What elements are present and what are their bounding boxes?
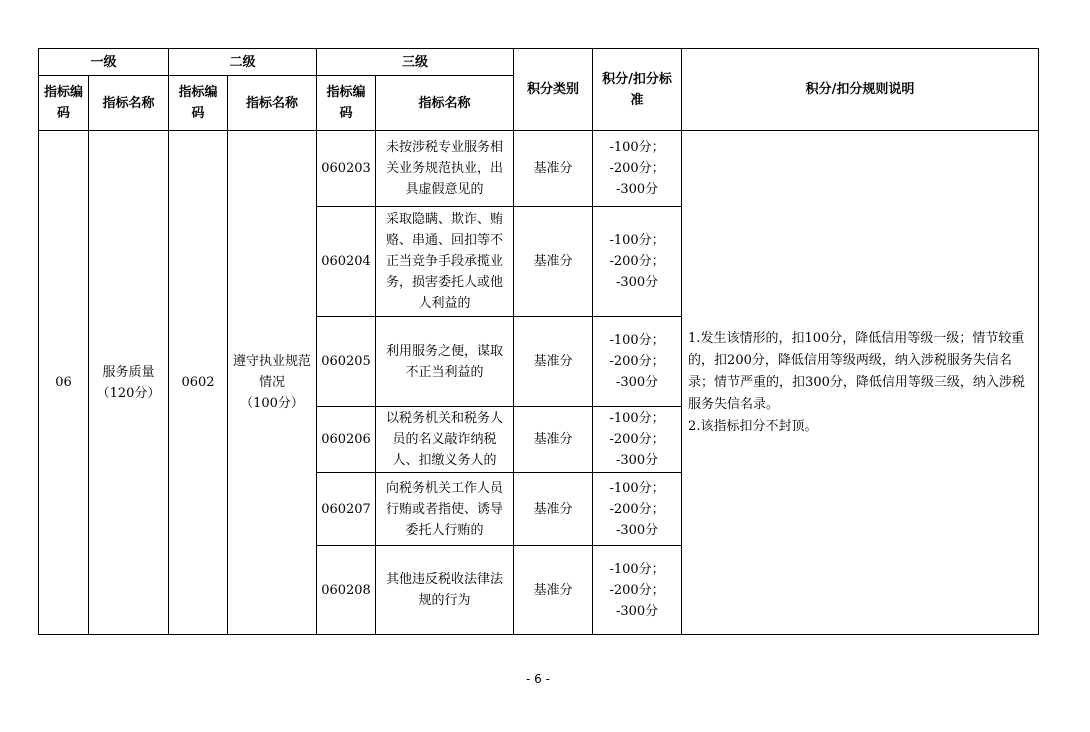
row-name: 未按涉税专业服务相关业务规范执业，出具虚假意见的 bbox=[376, 131, 514, 207]
standard-line: -300分 bbox=[615, 275, 659, 290]
row-code: 060207 bbox=[317, 473, 376, 546]
row-standard bbox=[593, 207, 682, 317]
standard-line: -200分； bbox=[609, 432, 665, 447]
row-category: 基准分 bbox=[514, 473, 593, 546]
level1-name-text: 服务质量 bbox=[102, 364, 155, 380]
row-category: 基准分 bbox=[514, 407, 593, 473]
standard-line: -200分； bbox=[609, 582, 665, 598]
standard-line: -200分； bbox=[609, 354, 665, 369]
rules-line: 1.发生该情形的，扣100分，降低信用等级一级；情节较重的，扣200分，降低信用等级两级，纳入涉税服务失信名录；情节严重的，扣300分，降低信用等级三级，纳入涉税服务失信名录。 bbox=[688, 330, 1025, 412]
header-standard: 积分/扣分标准 bbox=[593, 49, 682, 131]
level1-name bbox=[89, 131, 169, 635]
row-code: 060206 bbox=[317, 407, 376, 473]
row-name: 向税务机关工作人员行贿或者指使、诱导委托人行贿的 bbox=[376, 473, 514, 546]
standard-line: -100分； bbox=[609, 233, 665, 248]
header-level1-name: 指标名称 bbox=[89, 76, 169, 131]
row-name: 采取隐瞒、欺诈、贿赂、串通、回扣等不正当竞争手段承揽业务，损害委托人或他人利益的 bbox=[376, 207, 514, 317]
row-code: 060205 bbox=[317, 317, 376, 407]
standard-line: -100分； bbox=[609, 411, 665, 426]
standard-line: -200分； bbox=[609, 254, 665, 269]
row-standard bbox=[593, 131, 682, 207]
row-category: 基准分 bbox=[514, 546, 593, 635]
rules-line: 2.该指标扣分不封顶。 bbox=[688, 418, 818, 434]
rules-description bbox=[682, 131, 1039, 635]
header-rules: 积分/扣分规则说明 bbox=[682, 49, 1039, 131]
level2-name-text: 遵守执业规范情况 bbox=[233, 354, 312, 390]
header-level2: 二级 bbox=[169, 49, 317, 76]
header-level3: 三级 bbox=[317, 49, 514, 76]
row-code: 060203 bbox=[317, 131, 376, 207]
row-name: 其他违反税收法律法规的行为 bbox=[376, 546, 514, 635]
page-number: - 6 - bbox=[526, 672, 550, 686]
row-standard bbox=[593, 407, 682, 473]
header-category: 积分类别 bbox=[514, 49, 593, 131]
standard-line: -300分 bbox=[615, 522, 659, 538]
level2-name bbox=[228, 131, 317, 635]
standard-line: -300分 bbox=[615, 453, 659, 468]
standard-line: -200分； bbox=[609, 161, 665, 176]
indicator-table bbox=[38, 48, 1039, 635]
header-level1: 一级 bbox=[39, 49, 169, 76]
standard-line: -200分； bbox=[609, 501, 665, 517]
header-level3-name: 指标名称 bbox=[376, 76, 514, 131]
row-standard bbox=[593, 546, 682, 635]
row-category: 基准分 bbox=[514, 131, 593, 207]
standard-line: -100分； bbox=[609, 561, 665, 577]
header-level2-code: 指标编码 bbox=[169, 76, 228, 131]
standard-line: -300分 bbox=[615, 375, 659, 390]
row-name: 利用服务之便，谋取不正当利益的 bbox=[376, 317, 514, 407]
row-category: 基准分 bbox=[514, 317, 593, 407]
row-name: 以税务机关和税务人员的名义敲诈纳税人、扣缴义务人的 bbox=[376, 407, 514, 473]
level2-code: 0602 bbox=[169, 131, 228, 635]
standard-line: -300分 bbox=[615, 603, 659, 619]
header-level2-name: 指标名称 bbox=[228, 76, 317, 131]
standard-line: -100分； bbox=[609, 480, 665, 496]
row-code: 060204 bbox=[317, 207, 376, 317]
level1-score: （120分） bbox=[96, 385, 161, 401]
table-row bbox=[39, 131, 1039, 207]
row-standard bbox=[593, 317, 682, 407]
standard-line: -300分 bbox=[615, 182, 659, 197]
standard-line: -100分； bbox=[609, 333, 665, 348]
standard-line: -100分； bbox=[609, 140, 665, 155]
row-category: 基准分 bbox=[514, 207, 593, 317]
row-code: 060208 bbox=[317, 546, 376, 635]
level2-score: （100分） bbox=[240, 396, 304, 411]
header-level3-code: 指标编码 bbox=[317, 76, 376, 131]
level1-code: 06 bbox=[39, 131, 89, 635]
header-level1-code: 指标编码 bbox=[39, 76, 89, 131]
row-standard bbox=[593, 473, 682, 546]
